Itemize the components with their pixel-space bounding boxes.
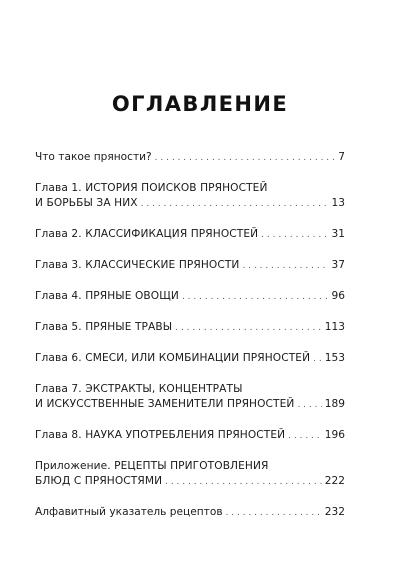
toc-entry-title: Глава 8. НАУКА УПОТРЕБЛЕНИЯ ПРЯНОСТЕЙ — [35, 429, 286, 441]
dot-leader — [242, 259, 328, 274]
dot-leader — [313, 352, 322, 367]
dot-leader — [288, 429, 322, 444]
toc-page-number: 232 — [324, 506, 345, 518]
toc-entry — [35, 459, 345, 490]
toc-row — [35, 289, 345, 305]
toc-page-number: 7 — [338, 151, 345, 163]
dot-leader — [226, 506, 322, 521]
toc-row — [35, 227, 345, 243]
toc-entry-title-line1: Глава 1. ИСТОРИЯ ПОИСКОВ ПРЯНОСТЕЙ — [35, 182, 268, 194]
toc-entry — [35, 505, 345, 521]
dot-leader — [261, 228, 328, 243]
dot-leader — [297, 398, 321, 413]
toc-entry-title: Глава 4. ПРЯНЫЕ ОВОЩИ — [35, 290, 179, 302]
toc-row — [35, 474, 345, 490]
toc-page-number: 189 — [324, 398, 345, 410]
toc-entry — [35, 181, 345, 212]
dot-leader — [175, 321, 322, 336]
toc-entry — [35, 258, 345, 274]
toc-entry — [35, 382, 345, 413]
toc-row — [35, 196, 345, 212]
toc-row — [35, 428, 345, 444]
toc-row — [35, 150, 345, 166]
toc-entry-title-line1: Приложение. РЕЦЕПТЫ ПРИГОТОВЛЕНИЯ — [35, 460, 269, 472]
toc-row — [35, 258, 345, 274]
toc-entry-title: БЛЮД С ПРЯНОСТЯМИ — [35, 475, 163, 487]
toc-entry-title: Глава 5. ПРЯНЫЕ ТРАВЫ — [35, 321, 173, 333]
toc-page-number: 13 — [331, 197, 345, 209]
toc-page-number: 37 — [331, 259, 345, 271]
toc-entry-title: Алфавитный указатель рецептов — [35, 506, 223, 518]
toc-entry — [35, 320, 345, 336]
toc-entry-title: Глава 2. КЛАССИФИКАЦИЯ ПРЯНОСТЕЙ — [35, 228, 259, 240]
toc-entry — [35, 351, 345, 367]
toc-page-number: 113 — [324, 321, 345, 333]
toc-entry — [35, 289, 345, 305]
table-of-contents — [35, 150, 345, 536]
toc-entry — [35, 150, 345, 166]
toc-entry-title: Глава 6. СМЕСИ, ИЛИ КОМБИНАЦИИ ПРЯНОСТЕЙ — [35, 352, 311, 364]
toc-entry-title: И ИСКУССТВЕННЫЕ ЗАМЕНИТЕЛИ ПРЯНОСТЕЙ — [35, 398, 295, 410]
toc-page-number: 153 — [324, 352, 345, 364]
toc-page-number: 31 — [331, 228, 345, 240]
dot-leader — [155, 151, 336, 166]
toc-page-number: 222 — [324, 475, 345, 487]
toc-entry-title: Глава 3. КЛАССИЧЕСКИЕ ПРЯНОСТИ — [35, 259, 240, 271]
dot-leader — [141, 197, 329, 212]
toc-entry — [35, 428, 345, 444]
page-title: ОГЛАВЛЕНИЕ — [111, 92, 289, 116]
toc-row — [35, 397, 345, 413]
toc-page-number: 196 — [324, 429, 345, 441]
dot-leader — [182, 290, 329, 305]
toc-row — [35, 351, 345, 367]
toc-entry-title-line1: Глава 7. ЭКСТРАКТЫ, КОНЦЕНТРАТЫ — [35, 383, 243, 395]
toc-page-number: 96 — [331, 290, 345, 302]
toc-entry-title: Что такое пряности? — [35, 151, 152, 163]
toc-row — [35, 320, 345, 336]
toc-row — [35, 505, 345, 521]
toc-entry — [35, 227, 345, 243]
toc-entry-title: И БОРЬБЫ ЗА НИХ — [35, 197, 138, 209]
dot-leader — [165, 475, 322, 490]
